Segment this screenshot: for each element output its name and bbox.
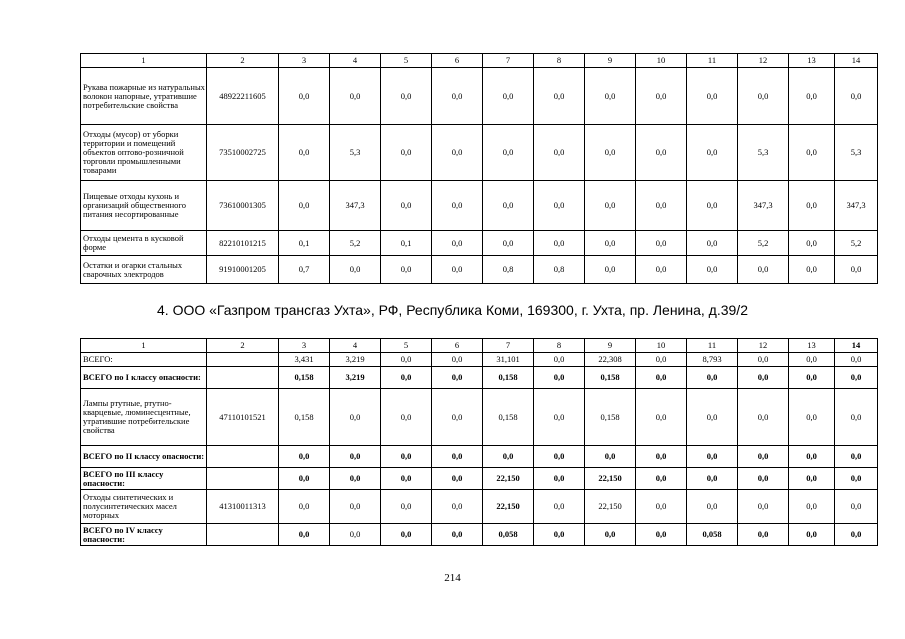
waste-name-cell: Отходы (мусор) от уборки территории и помещений объектов оптово-розничной торговли промышленными товарами [81, 125, 207, 181]
value-cell: 0,0 [738, 256, 789, 284]
fkko-code-cell: 91910001205 [207, 256, 279, 284]
value-cell: 0,0 [279, 524, 330, 546]
value-cell: 0,0 [835, 389, 878, 446]
waste-name-cell: ВСЕГО по II классу опасности: [81, 446, 207, 468]
value-cell: 0,0 [432, 231, 483, 256]
column-header: 2 [207, 54, 279, 68]
table-row [81, 367, 878, 389]
value-cell: 0,0 [789, 524, 835, 546]
column-header: 6 [432, 54, 483, 68]
column-header: 10 [636, 339, 687, 353]
value-cell: 0,1 [279, 231, 330, 256]
value-cell: 0,0 [687, 490, 738, 524]
column-header: 9 [585, 339, 636, 353]
waste-table-top [80, 53, 878, 284]
waste-name-cell: Отходы цемента в кусковой форме [81, 231, 207, 256]
value-cell: 0,0 [534, 490, 585, 524]
value-cell: 0,0 [585, 256, 636, 284]
value-cell: 0,0 [738, 68, 789, 125]
value-cell: 0,0 [789, 125, 835, 181]
value-cell: 0,0 [534, 367, 585, 389]
value-cell: 0,0 [687, 468, 738, 490]
value-cell: 0,0 [534, 389, 585, 446]
value-cell: 0,0 [534, 353, 585, 367]
fkko-code-cell [207, 524, 279, 546]
value-cell: 0,0 [279, 446, 330, 468]
column-header: 7 [483, 339, 534, 353]
value-cell: 3,219 [330, 367, 381, 389]
value-cell: 0,158 [483, 389, 534, 446]
value-cell: 5,3 [835, 125, 878, 181]
value-cell: 0,0 [636, 256, 687, 284]
value-cell: 0,0 [687, 256, 738, 284]
value-cell: 0,0 [687, 367, 738, 389]
value-cell: 0,0 [585, 125, 636, 181]
table-row [81, 68, 878, 125]
value-cell: 3,431 [279, 353, 330, 367]
value-cell: 0,0 [636, 524, 687, 546]
value-cell: 0,0 [534, 125, 585, 181]
value-cell: 0,0 [330, 490, 381, 524]
waste-name-cell: Отходы синтетических и полусинтетических масел моторных [81, 490, 207, 524]
value-cell: 0,7 [279, 256, 330, 284]
column-header: 3 [279, 339, 330, 353]
value-cell: 5,2 [835, 231, 878, 256]
column-header: 1 [81, 54, 207, 68]
value-cell: 22,150 [483, 468, 534, 490]
value-cell: 0,0 [279, 181, 330, 231]
value-cell: 0,0 [789, 231, 835, 256]
value-cell: 0,0 [738, 353, 789, 367]
fkko-code-cell: 48922211605 [207, 68, 279, 125]
value-cell: 0,0 [534, 181, 585, 231]
value-cell: 0,0 [432, 256, 483, 284]
value-cell: 0,0 [636, 468, 687, 490]
column-header: 5 [381, 339, 432, 353]
column-header: 8 [534, 54, 585, 68]
waste-table-gazprom [80, 338, 878, 546]
value-cell: 0,0 [738, 524, 789, 546]
value-cell: 0,0 [835, 446, 878, 468]
fkko-code-cell: 73610001305 [207, 181, 279, 231]
column-header: 8 [534, 339, 585, 353]
waste-name-cell: ВСЕГО по I классу опасности: [81, 367, 207, 389]
table-row [81, 468, 878, 490]
value-cell: 5,3 [738, 125, 789, 181]
value-cell: 0,0 [636, 353, 687, 367]
value-cell: 0,0 [687, 446, 738, 468]
waste-name-cell: Пищевые отходы кухонь и организаций общественного питания несортированные [81, 181, 207, 231]
table-row [81, 389, 878, 446]
value-cell: 0,0 [636, 389, 687, 446]
column-header: 12 [738, 54, 789, 68]
column-header: 7 [483, 54, 534, 68]
value-cell: 0,0 [585, 446, 636, 468]
page-number: 214 [444, 572, 461, 584]
value-cell: 0,0 [687, 389, 738, 446]
value-cell: 0,058 [483, 524, 534, 546]
value-cell: 0,0 [381, 68, 432, 125]
value-cell: 0,0 [483, 231, 534, 256]
value-cell: 5,3 [330, 125, 381, 181]
table-row [81, 524, 878, 546]
fkko-code-cell [207, 446, 279, 468]
column-header: 13 [789, 54, 835, 68]
table-row [81, 125, 878, 181]
fkko-code-cell: 82210101215 [207, 231, 279, 256]
value-cell: 0,0 [432, 181, 483, 231]
value-cell: 22,150 [483, 490, 534, 524]
fkko-code-cell: 73510002725 [207, 125, 279, 181]
value-cell: 0,0 [279, 125, 330, 181]
value-cell: 0,0 [330, 68, 381, 125]
value-cell: 0,0 [687, 231, 738, 256]
value-cell: 0,0 [585, 231, 636, 256]
value-cell: 0,0 [789, 353, 835, 367]
value-cell: 0,0 [432, 367, 483, 389]
value-cell: 0,0 [636, 68, 687, 125]
table-row [81, 256, 878, 284]
value-cell: 0,0 [835, 490, 878, 524]
value-cell: 347,3 [330, 181, 381, 231]
value-cell: 0,0 [483, 181, 534, 231]
value-cell: 0,0 [534, 231, 585, 256]
value-cell: 0,0 [789, 256, 835, 284]
table-row [81, 353, 878, 367]
value-cell: 0,0 [789, 181, 835, 231]
value-cell: 0,0 [636, 231, 687, 256]
value-cell: 0,0 [432, 389, 483, 446]
value-cell: 0,0 [381, 181, 432, 231]
value-cell: 0,0 [432, 125, 483, 181]
waste-name-cell: Остатки и огарки стальных сварочных электродов [81, 256, 207, 284]
value-cell: 22,308 [585, 353, 636, 367]
value-cell: 0,0 [636, 490, 687, 524]
value-cell: 0,8 [483, 256, 534, 284]
column-header: 11 [687, 339, 738, 353]
value-cell: 0,0 [330, 389, 381, 446]
value-cell: 0,0 [534, 446, 585, 468]
header-row [81, 339, 878, 353]
waste-name-cell: ВСЕГО по IV классу опасности: [81, 524, 207, 546]
value-cell: 0,1 [381, 231, 432, 256]
value-cell: 0,0 [835, 367, 878, 389]
value-cell: 0,0 [738, 468, 789, 490]
value-cell: 0,0 [636, 446, 687, 468]
value-cell: 8,793 [687, 353, 738, 367]
value-cell: 0,0 [483, 446, 534, 468]
value-cell: 0,0 [432, 68, 483, 125]
table-row [81, 181, 878, 231]
value-cell: 0,0 [381, 256, 432, 284]
value-cell: 0,0 [835, 256, 878, 284]
column-header: 5 [381, 54, 432, 68]
value-cell: 0,8 [534, 256, 585, 284]
fkko-code-cell [207, 353, 279, 367]
column-header: 9 [585, 54, 636, 68]
fkko-code-cell: 47110101521 [207, 389, 279, 446]
column-header: 10 [636, 54, 687, 68]
value-cell: 0,0 [835, 68, 878, 125]
value-cell: 0,0 [789, 367, 835, 389]
value-cell: 0,0 [381, 446, 432, 468]
value-cell: 5,2 [738, 231, 789, 256]
value-cell: 3,219 [330, 353, 381, 367]
value-cell: 0,0 [789, 468, 835, 490]
column-header: 13 [789, 339, 835, 353]
value-cell: 347,3 [835, 181, 878, 231]
value-cell: 0,0 [330, 256, 381, 284]
value-cell: 0,0 [483, 125, 534, 181]
value-cell: 0,0 [687, 68, 738, 125]
value-cell: 347,3 [738, 181, 789, 231]
value-cell: 0,0 [585, 68, 636, 125]
column-header: 6 [432, 339, 483, 353]
value-cell: 0,0 [835, 524, 878, 546]
value-cell: 0,0 [330, 468, 381, 490]
value-cell: 0,0 [738, 389, 789, 446]
column-header: 14 [835, 54, 878, 68]
fkko-code-cell: 41310011313 [207, 490, 279, 524]
column-header: 1 [81, 339, 207, 353]
value-cell: 0,158 [585, 367, 636, 389]
column-header: 3 [279, 54, 330, 68]
value-cell: 0,0 [738, 490, 789, 524]
waste-name-cell: Рукава пожарные из натуральных волокон напорные, утратившие потребительские свойства [81, 68, 207, 125]
waste-name-cell: Лампы ртутные, ртутно-кварцевые, люминесцентные, утратившие потребительские свойства [81, 389, 207, 446]
value-cell: 0,0 [789, 446, 835, 468]
value-cell: 0,0 [636, 125, 687, 181]
value-cell: 0,0 [636, 181, 687, 231]
value-cell: 0,158 [279, 367, 330, 389]
value-cell: 0,0 [534, 68, 585, 125]
table-row [81, 490, 878, 524]
table-row [81, 446, 878, 468]
value-cell: 0,0 [738, 446, 789, 468]
value-cell: 22,150 [585, 490, 636, 524]
value-cell: 31,101 [483, 353, 534, 367]
value-cell: 0,0 [432, 353, 483, 367]
value-cell: 0,0 [687, 181, 738, 231]
section-title: 4. ООО «Газпром трансгаз Ухта», РФ, Республика Коми, 169300, г. Ухта, пр. Ленина, д.39/2 [157, 302, 748, 318]
value-cell: 0,0 [381, 125, 432, 181]
value-cell: 0,0 [279, 68, 330, 125]
value-cell: 0,0 [279, 468, 330, 490]
value-cell: 0,0 [835, 353, 878, 367]
value-cell: 0,0 [381, 468, 432, 490]
value-cell: 0,0 [381, 389, 432, 446]
value-cell: 0,158 [483, 367, 534, 389]
value-cell: 0,0 [789, 389, 835, 446]
value-cell: 0,0 [585, 524, 636, 546]
value-cell: 0,158 [585, 389, 636, 446]
value-cell: 0,0 [381, 524, 432, 546]
column-header: 4 [330, 54, 381, 68]
value-cell: 0,0 [432, 468, 483, 490]
value-cell: 0,0 [585, 181, 636, 231]
value-cell: 5,2 [330, 231, 381, 256]
fkko-code-cell [207, 468, 279, 490]
waste-name-cell: ВСЕГО: [81, 353, 207, 367]
value-cell: 0,0 [835, 468, 878, 490]
value-cell: 0,158 [279, 389, 330, 446]
value-cell: 0,0 [789, 68, 835, 125]
value-cell: 0,0 [330, 524, 381, 546]
value-cell: 0,0 [432, 446, 483, 468]
column-header: 2 [207, 339, 279, 353]
value-cell: 0,0 [483, 68, 534, 125]
waste-name-cell: ВСЕГО по III классу опасности: [81, 468, 207, 490]
column-header: 11 [687, 54, 738, 68]
column-header: 4 [330, 339, 381, 353]
table-row [81, 231, 878, 256]
value-cell: 0,0 [432, 490, 483, 524]
value-cell: 0,058 [687, 524, 738, 546]
value-cell: 0,0 [534, 524, 585, 546]
header-row [81, 54, 878, 68]
value-cell: 0,0 [789, 490, 835, 524]
value-cell: 22,150 [585, 468, 636, 490]
value-cell: 0,0 [381, 490, 432, 524]
value-cell: 0,0 [279, 490, 330, 524]
fkko-code-cell [207, 367, 279, 389]
value-cell: 0,0 [432, 524, 483, 546]
column-header: 12 [738, 339, 789, 353]
value-cell: 0,0 [738, 367, 789, 389]
value-cell: 0,0 [636, 367, 687, 389]
column-header: 14 [835, 339, 878, 353]
value-cell: 0,0 [381, 353, 432, 367]
value-cell: 0,0 [381, 367, 432, 389]
value-cell: 0,0 [330, 446, 381, 468]
value-cell: 0,0 [534, 468, 585, 490]
value-cell: 0,0 [687, 125, 738, 181]
